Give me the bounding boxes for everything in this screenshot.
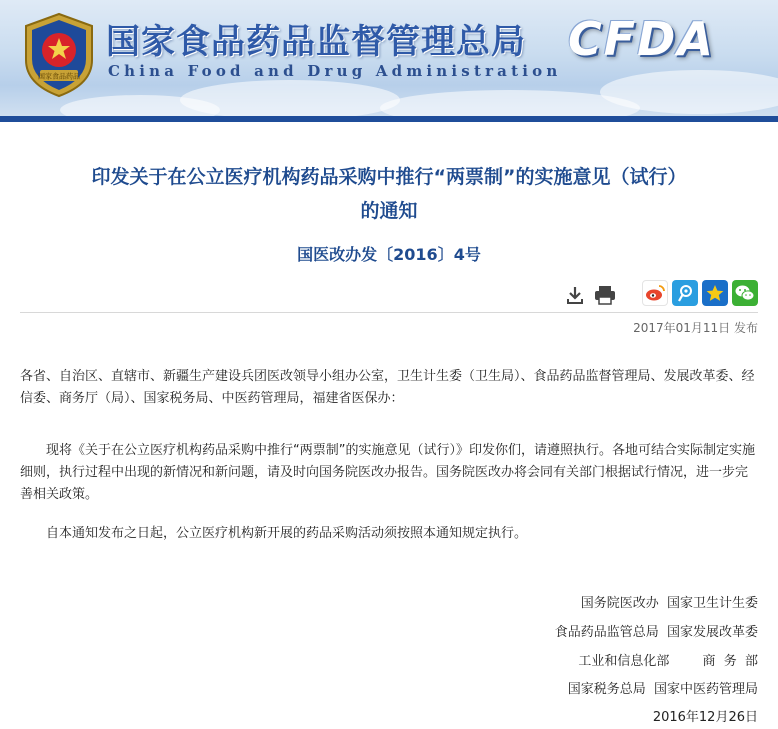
signature-line: 国家税务总局 国家中医药管理局	[567, 682, 758, 697]
header-banner	[0, 0, 778, 122]
signature-line: 工业和信息化部 商 务 部	[578, 654, 758, 669]
document-title-line1: 印发关于在公立医疗机构药品采购中推行“两票制”的实施意见（试行）	[91, 166, 687, 188]
cfda-logo: CFDA	[568, 12, 715, 66]
agency-title-cn: 国家食品药品监督管理总局	[106, 22, 526, 62]
tencent-weibo-icon[interactable]	[672, 280, 698, 306]
body-paragraph: 现将《关于在公立医疗机构药品采购中推行“两票制”的实施意见（试行）》印发你们，请遵照执行。各地可结合实际制定实施细则，执行过程中出现的新情况和新问题，请及时向国务院医改办报告。国务院医改办将会同有关部门根据试行情况，进一步完善相关政策。	[20, 443, 755, 502]
body-paragraph: 自本通知发布之日起，公立医疗机构新开展的药品采购活动须按照本通知规定执行。	[46, 526, 528, 541]
signature-line: 国务院医改办 国家卫生计生委	[580, 596, 758, 611]
addressee-paragraph: 各省、自治区、直辖市、新疆生产建设兵团医改领导小组办公室，卫生计生委（卫生局）、食品药品监督管理局、发展改革委、经信委、商务厅（局）、国家税务局、中医药管理局，福建省医保办：	[20, 369, 755, 406]
publish-date: 2017年01月11日 发布	[633, 321, 758, 335]
document-title	[20, 160, 758, 228]
qzone-icon[interactable]	[702, 280, 728, 306]
signature-date: 2016年12月26日	[652, 710, 758, 725]
toolbar-divider	[20, 312, 758, 313]
document-number: 国医改办发〔2016〕4号	[297, 245, 481, 264]
download-icon[interactable]	[562, 282, 588, 308]
weibo-icon[interactable]	[642, 280, 668, 306]
signature-line: 食品药品监管总局 国家发展改革委	[554, 625, 758, 640]
cfda-emblem-icon	[22, 12, 96, 98]
svg-text:国家食品药品: 国家食品药品	[38, 72, 80, 81]
banner-bottom-bar	[0, 116, 778, 122]
print-icon[interactable]	[592, 282, 618, 308]
wechat-icon[interactable]	[732, 280, 758, 306]
agency-title-en: China Food and Drug Administration	[108, 62, 562, 80]
document-title-line2: 的通知	[360, 200, 418, 222]
